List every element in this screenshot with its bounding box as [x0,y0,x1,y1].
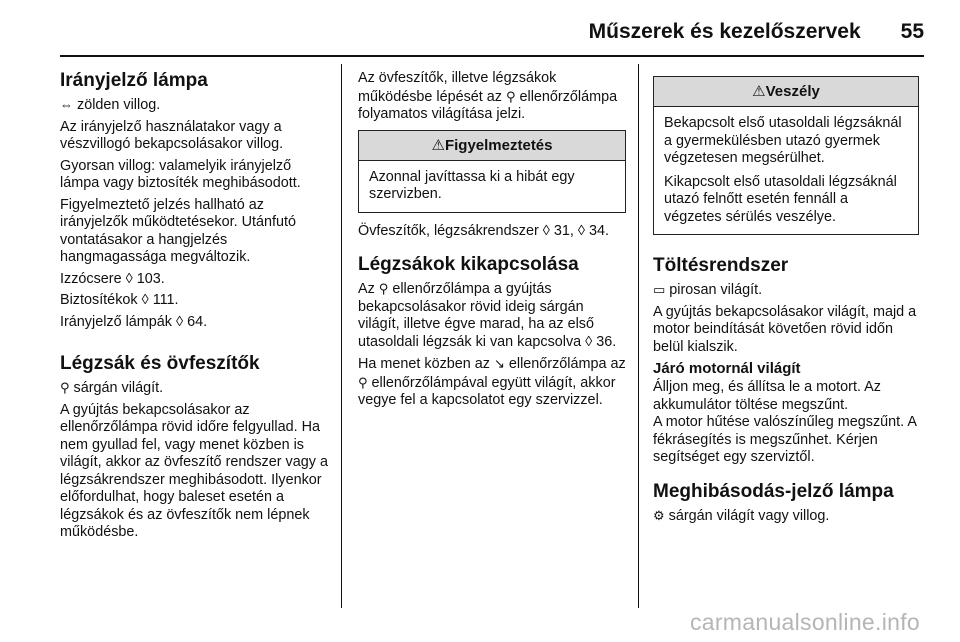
warning-box-text: Azonnal javíttassa ki a hibát egy szervizben. [369,168,575,202]
seatbelt-airbag-icon: ⚲ [358,374,368,390]
column-2 [358,70,626,414]
paragraph-turn-2: Az irányjelző használatakor vagy a vészvillogó bekapcsolásakor villog. [60,118,284,152]
column-divider-2 [638,64,639,608]
paragraph-charge-2: A gyújtás bekapcsolásakor világít, majd a motor beindítását követően rövid időn belül kialszik. [653,303,917,355]
paragraph-running-2: A motor hűtése valószínűleg megszűnt. A fékrásegítés is megszűnhet. Kérjen segítséget egy szerviztől. [653,414,917,465]
paragraph-deact-2: Ha menet közben az ↘ ellenőrzőlámpa az ⚲ ellenőrzőlámpával együtt világít, akkor vegye fel a kapcsolatot egy szervizzel. [358,356,626,408]
paragraph-deact-1: Az ⚲ ellenőrzőlámpa a gyújtás bekapcsolásakor rövid ideig sárgán világít, illetve égve marad, ha az első utasoldali légzsák ki van kapcsolva ◊ 36. [358,281,617,350]
paragraph-mil-1: ⚙ sárgán világít vagy villog. [653,507,830,524]
ref-fuses: Biztosítékok ◊ 111. [60,292,179,308]
airbag-off-icon: ↘ [494,356,505,371]
page-title: Műszerek és kezelőszervek [588,20,861,43]
heading-charging: Töltésrendszer [653,255,789,276]
paragraph-running-1: Álljon meg, és állítsa le a motort. Az akkumulátor töltése megszűnt. [653,379,881,413]
ref-restraint: Övfeszítők, légzsákrendszer ◊ 31, ◊ 34. [358,222,609,239]
heading-engine-running: Járó motornál világít [653,360,801,377]
paragraph-airbag-1: ⚲ sárgán világít. [60,380,164,396]
heading-malfunction: Meghibásodás-jelző lámpa [653,480,894,502]
page-number: 55 [900,20,924,43]
danger-box [653,76,919,235]
paragraph-airbag-3: Az övfeszítők, illetve légzsákok működésbe lépését az ⚲ ellenőrzőlámpa folyamatos világítása jelzi. [358,70,618,122]
column-3 [653,70,919,529]
paragraph-turn-1: ⇔ zölden villog. [60,97,161,113]
warning-triangle-icon: ⚠ [752,83,766,100]
paragraph-charge-1: ▭ pirosan világít. [653,282,763,298]
column-divider-1 [341,64,342,608]
page-header [60,14,924,50]
airbag-off-icon: ⚲ [378,281,389,296]
warning-triangle-icon: ⚠ [431,136,445,154]
danger-box-header: ⚠Veszély [654,77,918,107]
paragraph-turn-4: Figyelmeztető jelzés hallható az irányjelzők működtetésekor. Utánfutó vontatásakor a hangjelzés hangmagassága megváltozik. [60,196,296,265]
watermark: carmanualsonline.info [689,609,920,635]
paragraph-airbag-2: A gyújtás bekapcsolásakor az ellenőrzőlámpa rövid időre felgyullad. Ha nem gyullad fel, vagy menet közben is világít, akkor az övfeszítő rendszer vagy a légzsákrendszer meghibásodott. Ilyenkor előfordulhat, hogy baleset esetén a légzsákok és az övfeszítők nem lépnek működésbe. [60,401,328,540]
column-1 [60,70,328,546]
heading-airbag: Légzsák és övfeszítők [60,353,260,374]
seatbelt-airbag-icon: ⚲ [506,88,516,104]
header-rule [60,55,924,57]
danger-text-2: Kikapcsolt első utasoldali légzsáknál utazó felnőtt esetén fennáll a végzetes sérülés veszélye. [664,173,897,225]
ref-bulb: Izzócsere ◊ 103. [60,270,165,287]
heading-airbag-deactivation: Légzsákok kikapcsolása [358,254,579,275]
warning-box-header: ⚠Figyelmeztetés [359,131,625,161]
battery-icon: ▭ [653,282,666,297]
ref-turn-lamps: Irányjelző lámpák ◊ 64. [60,313,208,330]
danger-text-1: Bekapcsolt első utasoldali légzsáknál a gyermekülésben utazó gyermek végzetesen megsérülhet. [664,115,902,166]
paragraph-turn-3: Gyorsan villog: valamelyik irányjelző lámpa vagy biztosíték meghibásodott. [60,157,301,191]
heading-turn-signal: Irányjelző lámpa [60,70,208,91]
engine-check-icon: ⚙ [653,507,665,523]
warning-box [358,130,626,213]
seatbelt-airbag-icon: ⚲ [60,380,70,395]
turn-signal-icon: ⇔ [60,97,73,112]
